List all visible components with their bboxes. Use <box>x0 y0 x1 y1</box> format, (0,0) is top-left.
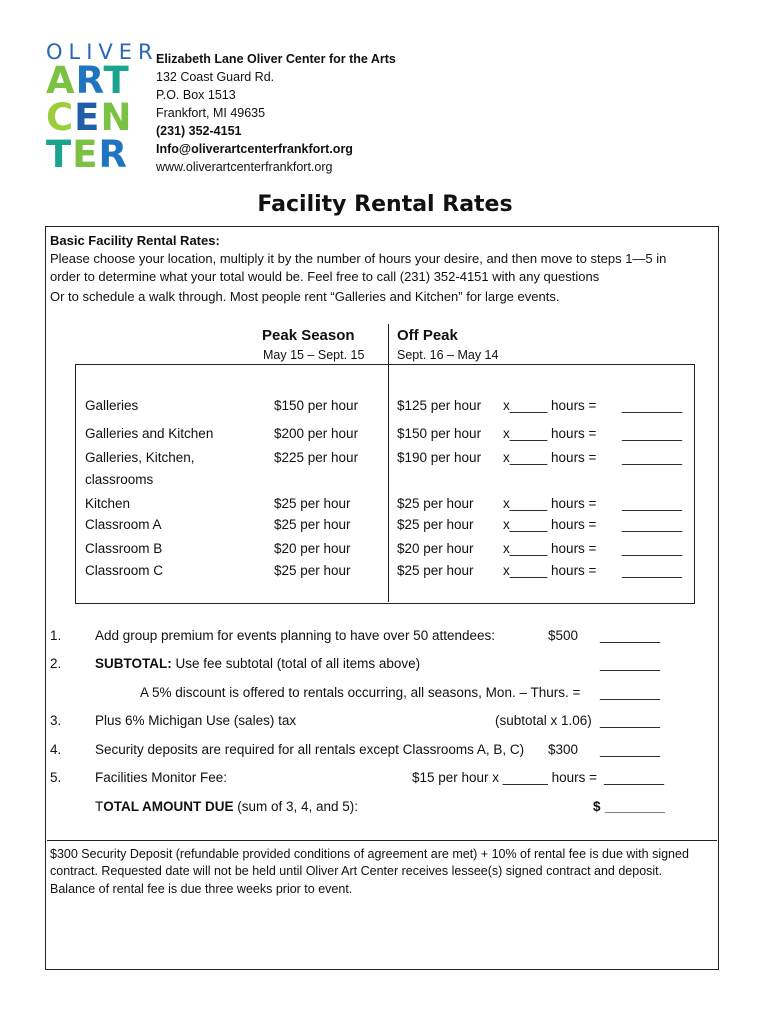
discount-blank[interactable]: ________ <box>600 685 661 700</box>
step-1-text: Add group premium for events planning to have over 50 attendees: <box>95 628 496 643</box>
step-3-amount: (subtotal x 1.06) <box>495 713 592 728</box>
total-label: OTAL AMOUNT DUE <box>103 799 234 814</box>
rate-location-cont: classrooms <box>85 472 154 487</box>
step-5-text: Facilities Monitor Fee: <box>95 770 228 785</box>
peak-season-heading: Peak Season <box>262 327 355 344</box>
rate-location: Kitchen <box>85 496 131 511</box>
deposit-note: $300 Security Deposit (refundable provided conditions of agreement are met) + 10% of rental fee is due with signed contract. Requested date will not be held until Oliver Art Center receives lessee(s) signed contract and deposit. <box>50 847 689 878</box>
step-number: 2. <box>50 656 62 671</box>
step-2-text <box>95 656 420 671</box>
logo-oliver-text: OLIVER <box>46 40 159 64</box>
rate-location: Classroom C <box>85 563 164 578</box>
column-divider <box>388 364 389 602</box>
step-number: 4. <box>50 742 62 757</box>
balance-note: Balance of rental fee is due three weeks prior to event. <box>50 882 353 896</box>
step-number: 1. <box>50 628 62 643</box>
org-website: www.oliverartcenterfrankfort.org <box>156 160 333 174</box>
rate-off-peak: $25 per hour <box>397 496 474 511</box>
row-total-field[interactable]: ________ <box>622 450 683 465</box>
hours-multiplier-field[interactable]: x_____ hours = <box>503 563 597 578</box>
step-5-blank[interactable]: ________ <box>604 770 665 785</box>
rate-off-peak: $190 per hour <box>397 450 482 465</box>
row-total-field[interactable]: ________ <box>622 496 683 511</box>
row-total-field[interactable]: ________ <box>622 517 683 532</box>
logo-letter: N <box>100 96 133 139</box>
org-address-line: 132 Coast Guard Rd. <box>156 70 275 84</box>
intro-line: Or to schedule a walk through. Most people rent “Galleries and Kitchen” for large events. <box>50 289 560 304</box>
row-total-field[interactable]: ________ <box>622 426 683 441</box>
off-peak-heading: Off Peak <box>397 327 458 344</box>
step-number: 5. <box>50 770 62 785</box>
step-number: 3. <box>50 713 62 728</box>
rate-table <box>75 364 695 604</box>
logo-letter: T <box>46 133 73 176</box>
hours-multiplier-field[interactable]: x_____ hours = <box>503 496 597 511</box>
total-blank[interactable]: ________ <box>605 799 666 814</box>
total-dollar-sign: $ <box>593 799 601 814</box>
step-5-amount[interactable]: $15 per hour x ______ hours = <box>412 770 598 785</box>
discount-text: A 5% discount is offered to rentals occurring, all seasons, Mon. – Thurs. = <box>140 685 581 700</box>
logo-letter: E <box>72 133 99 176</box>
org-name: Elizabeth Lane Oliver Center for the Arts <box>156 52 396 66</box>
rate-off-peak: $25 per hour <box>397 563 474 578</box>
intro-heading: Basic Facility Rental Rates: <box>50 233 220 248</box>
hours-multiplier-field[interactable]: x_____ hours = <box>503 398 597 413</box>
divider <box>47 840 717 841</box>
rate-peak: $25 per hour <box>274 563 351 578</box>
off-peak-dates: Sept. 16 – May 14 <box>397 348 499 362</box>
total-text <box>95 799 358 814</box>
total-label-t: T <box>95 799 104 814</box>
step-4-blank[interactable]: ________ <box>600 742 661 757</box>
hours-multiplier-field[interactable]: x_____ hours = <box>503 541 597 556</box>
row-total-field[interactable]: ________ <box>622 541 683 556</box>
rate-off-peak: $20 per hour <box>397 541 474 556</box>
rate-location: Classroom B <box>85 541 163 556</box>
rate-off-peak: $25 per hour <box>397 517 474 532</box>
step-3-blank[interactable]: ________ <box>600 713 661 728</box>
rate-peak: $200 per hour <box>274 426 359 441</box>
rate-peak: $225 per hour <box>274 450 359 465</box>
step-2-blank[interactable]: ________ <box>600 656 661 671</box>
logo-letter: A <box>46 59 76 102</box>
hours-multiplier-field[interactable]: x_____ hours = <box>503 450 597 465</box>
step-3-text: Plus 6% Michigan Use (sales) tax <box>95 713 297 728</box>
rate-location: Galleries, Kitchen, <box>85 450 195 465</box>
org-address-line: P.O. Box 1513 <box>156 88 236 102</box>
step-1-amount: $500 <box>548 628 579 643</box>
total-desc: (sum of 3, 4, and 5): <box>233 799 359 814</box>
rate-location: Galleries and Kitchen <box>85 426 214 441</box>
rate-off-peak: $150 per hour <box>397 426 482 441</box>
rate-off-peak: $125 per hour <box>397 398 482 413</box>
page-title: Facility Rental Rates <box>257 192 513 217</box>
row-total-field[interactable]: ________ <box>622 563 683 578</box>
logo-art-line <box>46 59 130 102</box>
row-total-field[interactable]: ________ <box>622 398 683 413</box>
step-4-text: Security deposits are required for all rentals except Classrooms A, B, C) <box>95 742 525 757</box>
subtotal-label: SUBTOTAL: <box>95 656 172 671</box>
step-4-amount: $300 <box>548 742 579 757</box>
logo-cen-line <box>46 96 133 139</box>
logo-letter: R <box>98 133 129 176</box>
peak-season-dates: May 15 – Sept. 15 <box>263 348 365 362</box>
rate-peak: $150 per hour <box>274 398 359 413</box>
hours-multiplier-field[interactable]: x_____ hours = <box>503 517 597 532</box>
rate-location: Classroom A <box>85 517 162 532</box>
step-1-blank[interactable]: ________ <box>600 628 661 643</box>
org-phone: (231) 352-4151 <box>156 124 242 138</box>
column-divider <box>388 324 389 364</box>
org-address-line: Frankfort, MI 49635 <box>156 106 266 120</box>
logo-ter-line <box>46 133 129 176</box>
rate-peak: $20 per hour <box>274 541 351 556</box>
logo-letter: R <box>75 59 104 102</box>
intro-line: Please choose your location, multiply it by the number of hours your desire, and then move to steps 1—5 in <box>50 251 667 266</box>
logo-letter: E <box>74 96 101 139</box>
intro-line: order to determine what your total would be. Feel free to call (231) 352-4151 with any questions <box>50 269 600 284</box>
logo-letter: T <box>103 59 130 102</box>
org-email: Info@oliverartcenterfrankfort.org <box>156 142 353 156</box>
rate-peak: $25 per hour <box>274 496 351 511</box>
logo-letter: C <box>46 96 75 139</box>
rate-peak: $25 per hour <box>274 517 351 532</box>
rate-location: Galleries <box>85 398 139 413</box>
subtotal-desc: Use fee subtotal (total of all items above) <box>171 656 421 671</box>
hours-multiplier-field[interactable]: x_____ hours = <box>503 426 597 441</box>
